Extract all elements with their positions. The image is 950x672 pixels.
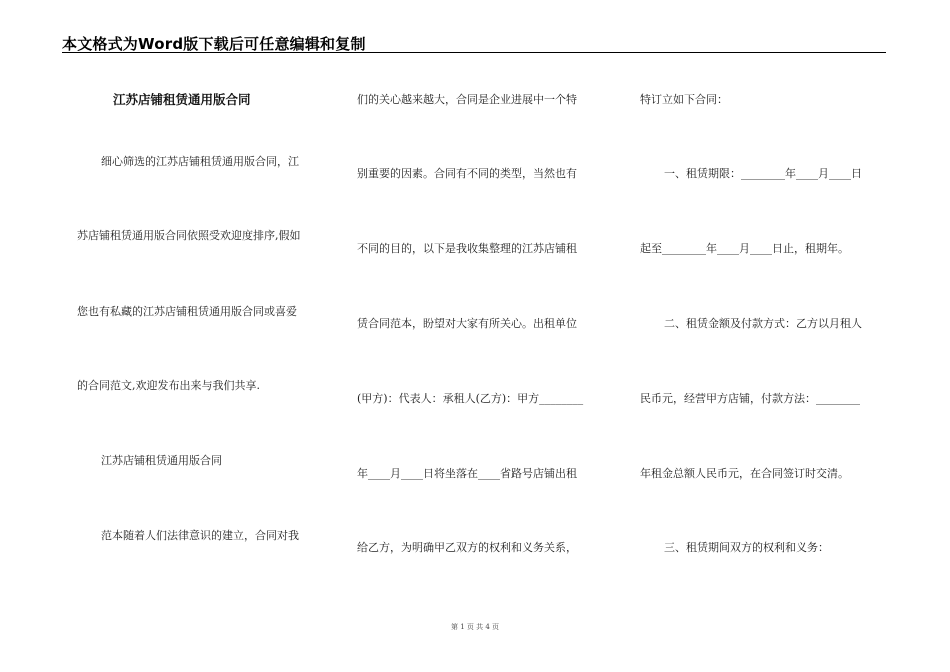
text-column-1	[77, 0, 322, 620]
paragraph-line: 别重要的因素。合同有不同的类型，当然也有	[357, 167, 577, 180]
paragraph-line: 细心筛选的江苏店铺租赁通用版合同，江	[101, 155, 299, 168]
text-column-3	[640, 0, 885, 620]
text-column-2	[357, 0, 602, 620]
clause-line: 二、租赁金额及付款方式：乙方以月租人	[664, 317, 862, 330]
clause-line: 民币元，经营甲方店铺，付款方法：________	[640, 392, 860, 405]
paragraph-line: 苏店铺租赁通用版合同依照受欢迎度排序,假如	[77, 229, 301, 242]
document-title: 江苏店铺租赁通用版合同	[113, 92, 251, 107]
paragraph-line: 赁合同范本，盼望对大家有所关心。出租单位	[357, 317, 577, 330]
paragraph-line: 范本随着人们法律意识的建立，合同对我	[101, 529, 299, 542]
clause-line: 三、租赁期间双方的权利和义务：	[664, 541, 829, 554]
clause-line: 一、租赁期限：________年____月____日	[664, 167, 862, 180]
paragraph-line: 特订立如下合同：	[640, 93, 728, 106]
paragraph-line: 不同的目的，以下是我收集整理的江苏店铺租	[357, 242, 577, 255]
paragraph-line: 给乙方，为明确甲乙双方的权利和义务关系，	[357, 541, 577, 554]
paragraph-line: (甲方)：代表人：承租人(乙方)：甲方________	[357, 392, 584, 405]
paragraph-line: 们的关心越来越大，合同是企业进展中一个特	[357, 93, 577, 106]
paragraph-line: 的合同范文,欢迎发布出来与我们共享.	[77, 379, 260, 392]
clause-line: 起至________年____月____日止，租期年。	[640, 242, 849, 255]
clause-line: 年租金总额人民币元，在合同签订时交清。	[640, 467, 849, 480]
page-number: 第 1 页 共 4 页	[450, 623, 500, 631]
paragraph-line: 您也有私藏的江苏店铺租赁通用版合同或喜爱	[77, 305, 297, 318]
page-header: 本文格式为Word版下载后可任意编辑和复制	[62, 35, 366, 53]
paragraph-line: 年____月____日将坐落在____省路号店铺出租	[357, 467, 577, 480]
section-heading: 江苏店铺租赁通用版合同	[101, 454, 222, 467]
